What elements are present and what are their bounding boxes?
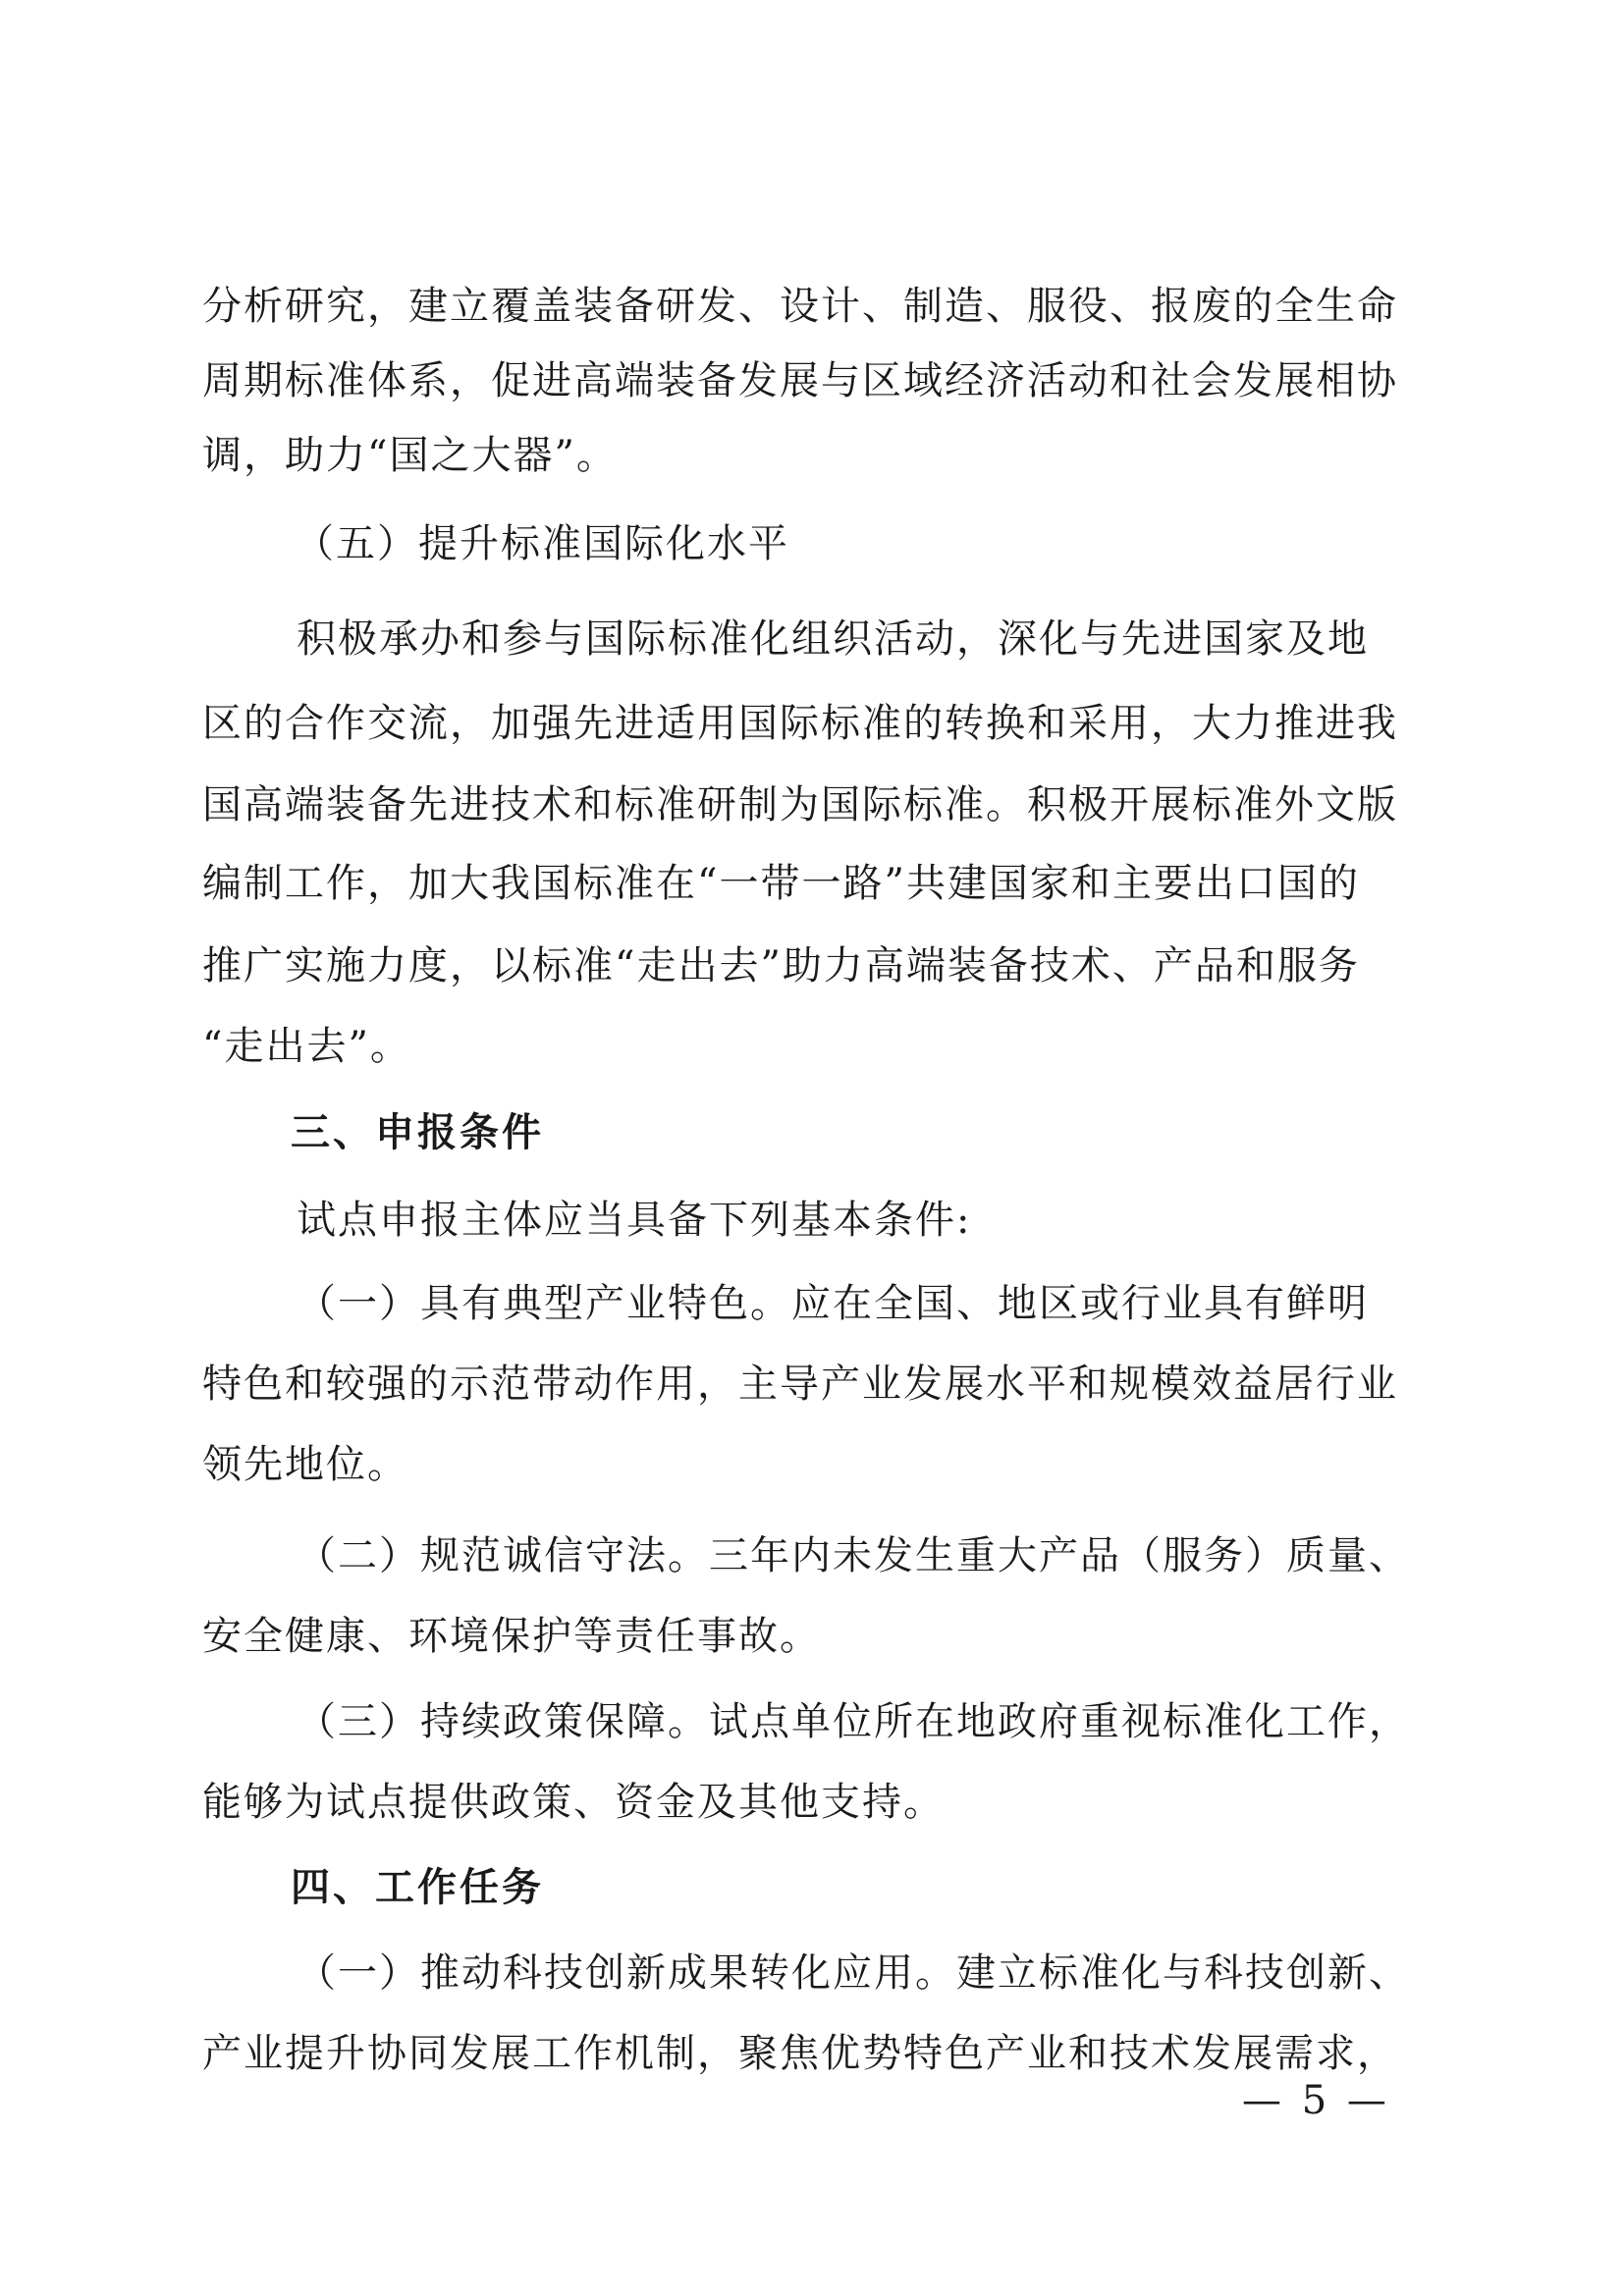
body-line: 区的合作交流，加强先进适用国际标准的转换和采用，大力推进我 xyxy=(202,701,1398,746)
paragraph-first-line: （三）持续政策保障。试点单位所在地政府重视标准化工作， xyxy=(297,1699,1410,1744)
page-number: — 5 — xyxy=(1242,2078,1390,2123)
body-line: 国高端装备先进技术和标准研制为国际标准。积极开展标准外文版 xyxy=(202,782,1398,828)
paragraph-first-line: 试点申报主体应当具备下列基本条件: xyxy=(297,1198,972,1243)
body-line: 编制工作，加大我国标准在“一带一路”共建国家和主要出口国的 xyxy=(202,861,1360,906)
body-line: 周期标准体系，促进高端装备发展与区域经济活动和社会发展相协 xyxy=(202,358,1398,403)
paragraph-first-line: （一）推动科技创新成果转化应用。建立标准化与科技创新、 xyxy=(297,1950,1410,1996)
section-heading: 四、工作任务 xyxy=(291,1865,544,1910)
body-line: 能够为试点提供政策、资金及其他支持。 xyxy=(202,1780,945,1825)
body-line: 领先地位。 xyxy=(202,1442,408,1487)
body-line: 分析研究，建立覆盖装备研发、设计、制造、服役、报废的全生命 xyxy=(202,284,1398,329)
subsection-heading: （五）提升标准国际化水平 xyxy=(295,521,789,566)
body-line: 推广实施力度，以标准“走出去”助力高端装备技术、产品和服务 xyxy=(202,943,1360,988)
paragraph-first-line: （二）规范诚信守法。三年内未发生重大产品（服务）质量、 xyxy=(297,1533,1410,1578)
body-line: “走出去”。 xyxy=(202,1024,411,1069)
paragraph-first-line: （一）具有典型产业特色。应在全国、地区或行业具有鲜明 xyxy=(297,1281,1369,1326)
body-line: 安全健康、环境保护等责任事故。 xyxy=(202,1614,821,1659)
body-line: 产业提升协同发展工作机制，聚焦优势特色产业和技术发展需求， xyxy=(202,2031,1398,2076)
body-line: 调，助力“国之大器”。 xyxy=(202,433,618,478)
paragraph-first-line: 积极承办和参与国际标准化组织活动，深化与先进国家及地 xyxy=(297,616,1369,662)
section-heading: 三、申报条件 xyxy=(291,1110,544,1155)
body-line: 特色和较强的示范带动作用，主导产业发展水平和规模效益居行业 xyxy=(202,1362,1398,1407)
